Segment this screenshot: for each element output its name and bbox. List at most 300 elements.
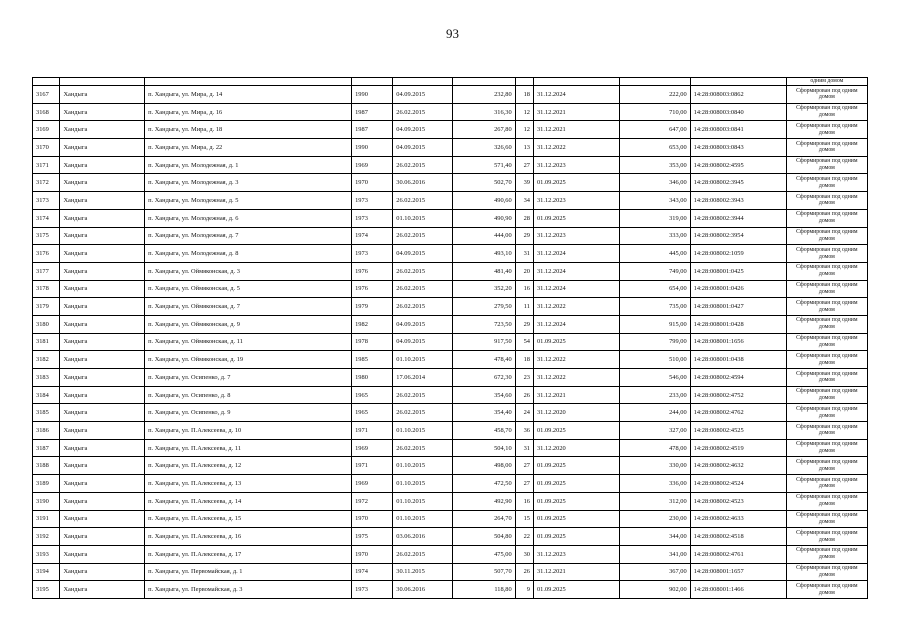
cell-count: 27 <box>515 156 533 174</box>
cell-year: 1965 <box>352 404 393 422</box>
cell-settlement: Хандыга <box>60 156 145 174</box>
cell-settlement: Хандыга <box>60 227 145 245</box>
cell-address: п. Хандыга, ул. Оймяконская, д. 7 <box>145 298 352 316</box>
cell-cost: 799,00 <box>619 333 690 351</box>
cell-date: 04.09.2015 <box>393 333 452 351</box>
cell-end-date: 31.12.2024 <box>533 262 619 280</box>
table-row <box>33 386 868 404</box>
cell-date: 04.09.2015 <box>393 315 452 333</box>
cell-id: 3194 <box>33 563 60 581</box>
cell-cadastral: 14:28:008001:1466 <box>690 581 786 599</box>
cell-end-date: 31.12.2024 <box>533 315 619 333</box>
cell-cadastral: 14:28:008001:1656 <box>690 333 786 351</box>
table-row <box>33 298 868 316</box>
cell-address: п. Хандыга, ул. П.Алексеева, д. 10 <box>145 422 352 440</box>
cell-settlement: Хандыга <box>60 351 145 369</box>
cell-count: 34 <box>515 192 533 210</box>
cell-status: Сформирован под одним домом <box>786 439 867 457</box>
cell-area: 492,90 <box>452 492 515 510</box>
cell-address: п. Хандыга, ул. Оймяконская, д. 11 <box>145 333 352 351</box>
table-row <box>33 86 868 104</box>
cell-date: 01.10.2015 <box>393 492 452 510</box>
cell-count: 16 <box>515 280 533 298</box>
cell-date: 01.10.2015 <box>393 422 452 440</box>
cell-year: 1973 <box>352 245 393 263</box>
cell-year: 1975 <box>352 528 393 546</box>
cell-area: 504,80 <box>452 528 515 546</box>
cell-cost: 343,00 <box>619 192 690 210</box>
cell-status: Сформирован под одним домом <box>786 563 867 581</box>
cell-cadastral: 14:28:008002:1059 <box>690 245 786 263</box>
cell-end-date: 01.09.2025 <box>533 581 619 599</box>
cell-id: 3172 <box>33 174 60 192</box>
cell-end-date: 01.09.2025 <box>533 528 619 546</box>
cell-area: 232,80 <box>452 86 515 104</box>
cell-address: п. Хандыга, ул. П.Алексеева, д. 17 <box>145 545 352 563</box>
cell-count: 11 <box>515 298 533 316</box>
cell-cost: 647,00 <box>619 121 690 139</box>
cell-date: 26.02.2015 <box>393 156 452 174</box>
cell-count: 54 <box>515 333 533 351</box>
cell-id: 3183 <box>33 369 60 387</box>
cell-id: 3191 <box>33 510 60 528</box>
cell-address: п. Хандыга, ул. П.Алексеева, д. 11 <box>145 439 352 457</box>
cell-end-date: 31.12.2023 <box>533 545 619 563</box>
cell-cadastral: 14:28:008002:4525 <box>690 422 786 440</box>
cell-address: п. Хандыга, ул. Оймяконская, д. 19 <box>145 351 352 369</box>
cell-id: 3170 <box>33 139 60 157</box>
cell-end-date: 31.12.2024 <box>533 86 619 104</box>
cell-settlement: Хандыга <box>60 209 145 227</box>
table-row <box>33 422 868 440</box>
table-row <box>33 262 868 280</box>
cell-date: 26.02.2015 <box>393 227 452 245</box>
cell-date: 03.06.2016 <box>393 528 452 546</box>
cell-area: 472,50 <box>452 475 515 493</box>
cell-status: Сформирован под одним домом <box>786 86 867 104</box>
cell-date: 26.02.2015 <box>393 298 452 316</box>
cell-cadastral: 14:28:008003:0841 <box>690 121 786 139</box>
cell-year: 1987 <box>352 121 393 139</box>
cell-area: 354,40 <box>452 404 515 422</box>
cell-end-date: 01.09.2025 <box>533 422 619 440</box>
cell-cadastral: 14:28:008001:0438 <box>690 351 786 369</box>
cell-count: 13 <box>515 139 533 157</box>
cell-address: п. Хандыга, ул. Мира, д. 18 <box>145 121 352 139</box>
cell-area: 478,40 <box>452 351 515 369</box>
cell-status: Сформирован под одним домом <box>786 333 867 351</box>
cell-cost: 344,00 <box>619 528 690 546</box>
cell-id: 3182 <box>33 351 60 369</box>
cell-id: 3167 <box>33 86 60 104</box>
cell-count: 29 <box>515 227 533 245</box>
cell-status: Сформирован под одним домом <box>786 174 867 192</box>
cell-settlement: Хандыга <box>60 528 145 546</box>
cell-area: 490,90 <box>452 209 515 227</box>
cell-year: 1970 <box>352 545 393 563</box>
cell-count: 20 <box>515 262 533 280</box>
cell-id: 3174 <box>33 209 60 227</box>
cell-cost: 546,00 <box>619 369 690 387</box>
cell-area: 316,30 <box>452 103 515 121</box>
cell-id: 3184 <box>33 386 60 404</box>
cell-status: Сформирован под одним домом <box>786 245 867 263</box>
cell-status: Сформирован под одним домом <box>786 209 867 227</box>
table-row <box>33 545 868 563</box>
cell-cost: 367,00 <box>619 563 690 581</box>
cell-cost: 353,00 <box>619 156 690 174</box>
cell-cost: 222,00 <box>619 86 690 104</box>
cell-cadastral: 14:28:008001:0427 <box>690 298 786 316</box>
cell-cost: 478,00 <box>619 439 690 457</box>
cell-area: 502,70 <box>452 174 515 192</box>
cell-status: Сформирован под одним домом <box>786 545 867 563</box>
cell-date: 26.02.2015 <box>393 262 452 280</box>
cell-end-date: 31.12.2021 <box>533 121 619 139</box>
cell-id: 3179 <box>33 298 60 316</box>
cell-settlement: Хандыга <box>60 510 145 528</box>
cell-area: 504,10 <box>452 439 515 457</box>
cell-count: 27 <box>515 475 533 493</box>
cell-end-date: 31.12.2024 <box>533 280 619 298</box>
cell-year: 1969 <box>352 439 393 457</box>
cell-date: 01.10.2015 <box>393 209 452 227</box>
cell-address: п. Хандыга, ул. Молодежная, д. 6 <box>145 209 352 227</box>
cell-count: 29 <box>515 315 533 333</box>
cell-end-date: 31.12.2023 <box>533 156 619 174</box>
cell-settlement: Хандыга <box>60 545 145 563</box>
cell-date: 26.02.2015 <box>393 386 452 404</box>
cell-id: 3173 <box>33 192 60 210</box>
cell-id: 3180 <box>33 315 60 333</box>
cell-date: 26.02.2015 <box>393 439 452 457</box>
cell-settlement: Хандыга <box>60 422 145 440</box>
table-row <box>33 227 868 245</box>
cell-cadastral: 14:28:008001:0426 <box>690 280 786 298</box>
cell-id: 3176 <box>33 245 60 263</box>
cell-end-date: 01.09.2025 <box>533 174 619 192</box>
cell-status: Сформирован под одним домом <box>786 475 867 493</box>
cell-cadastral: 14:28:008002:3945 <box>690 174 786 192</box>
cell-status: Сформирован под одним домом <box>786 351 867 369</box>
cell-area: 352,20 <box>452 280 515 298</box>
cell-address: п. Хандыга, ул. П.Алексеева, д. 15 <box>145 510 352 528</box>
cell-status: Сформирован под одним домом <box>786 262 867 280</box>
cell-area: 279,50 <box>452 298 515 316</box>
cell-count: 18 <box>515 351 533 369</box>
cell-cadastral: 14:28:008002:4518 <box>690 528 786 546</box>
cell-cost: 915,00 <box>619 315 690 333</box>
cell-count: 12 <box>515 121 533 139</box>
cell-settlement: Хандыга <box>60 386 145 404</box>
cell-status: Сформирован под одним домом <box>786 139 867 157</box>
cell-end-date: 31.12.2023 <box>533 227 619 245</box>
cell-count: 26 <box>515 386 533 404</box>
cell-status: Сформирован под одним домом <box>786 156 867 174</box>
table-row <box>33 245 868 263</box>
cell-cadastral: 14:28:008002:4633 <box>690 510 786 528</box>
cell-settlement: Хандыга <box>60 333 145 351</box>
cell-status: Сформирован под одним домом <box>786 103 867 121</box>
cell-date: 01.10.2015 <box>393 475 452 493</box>
cell-cost: 244,00 <box>619 404 690 422</box>
cell-year: 1973 <box>352 581 393 599</box>
cell-cost: 510,00 <box>619 351 690 369</box>
table-row <box>33 333 868 351</box>
cell-cadastral: 14:28:008001:1657 <box>690 563 786 581</box>
table-row <box>33 457 868 475</box>
cell-year: 1980 <box>352 369 393 387</box>
cell-end-date: 31.12.2021 <box>533 103 619 121</box>
cell-status: Сформирован под одним домом <box>786 227 867 245</box>
cell-count: 9 <box>515 581 533 599</box>
cell-cadastral: 14:28:008001:0428 <box>690 315 786 333</box>
cell-cost: 654,00 <box>619 280 690 298</box>
cell-status: Сформирован под одним домом <box>786 121 867 139</box>
cell-count: 28 <box>515 209 533 227</box>
table-row <box>33 174 868 192</box>
cell-cost: 445,00 <box>619 245 690 263</box>
cell-area: 354,60 <box>452 386 515 404</box>
cell-end-date: 01.09.2025 <box>533 457 619 475</box>
cell-cost: 653,00 <box>619 139 690 157</box>
cell-address: п. Хандыга, ул. Мира, д. 22 <box>145 139 352 157</box>
cell-cadastral: 14:28:008002:3944 <box>690 209 786 227</box>
cell-cost: 710,00 <box>619 103 690 121</box>
cell-year: 1990 <box>352 86 393 104</box>
table-row <box>33 563 868 581</box>
table-row <box>33 581 868 599</box>
cell-status: Сформирован под одним домом <box>786 369 867 387</box>
cell-date: 01.10.2015 <box>393 457 452 475</box>
cell-settlement: Хандыга <box>60 581 145 599</box>
cell-address: п. Хандыга, ул. Оймяконская, д. 5 <box>145 280 352 298</box>
cell-settlement: Хандыга <box>60 439 145 457</box>
cell-id: 3195 <box>33 581 60 599</box>
cell-cadastral: 14:28:008002:4523 <box>690 492 786 510</box>
cell-cost: 312,00 <box>619 492 690 510</box>
cell-cadastral: 14:28:008002:4595 <box>690 156 786 174</box>
cell-status: Сформирован под одним домом <box>786 315 867 333</box>
cell-settlement: Хандыга <box>60 139 145 157</box>
cell-area: 118,80 <box>452 581 515 599</box>
table-row <box>33 121 868 139</box>
table-body <box>33 78 868 599</box>
cell-cadastral: 14:28:008002:4762 <box>690 404 786 422</box>
cell-year: 1971 <box>352 422 393 440</box>
table-row <box>33 280 868 298</box>
cell-cost: 319,00 <box>619 209 690 227</box>
cell-status: Сформирован под одним домом <box>786 528 867 546</box>
cell-year: 1982 <box>352 315 393 333</box>
cell-address: п. Хандыга, ул. П.Алексеева, д. 14 <box>145 492 352 510</box>
cell-settlement: Хандыга <box>60 298 145 316</box>
cell-date: 17.06.2014 <box>393 369 452 387</box>
cell-cost: 749,00 <box>619 262 690 280</box>
table-row <box>33 528 868 546</box>
cell-settlement: Хандыга <box>60 475 145 493</box>
cell-area: 481,40 <box>452 262 515 280</box>
cell-area: 490,60 <box>452 192 515 210</box>
cell-end-date: 31.12.2023 <box>533 192 619 210</box>
cell-year: 1973 <box>352 209 393 227</box>
cell-address: п. Хандыга, ул. Осипенко, д. 9 <box>145 404 352 422</box>
cell-count: 22 <box>515 528 533 546</box>
cell-area: 507,70 <box>452 563 515 581</box>
cell-cost: 330,00 <box>619 457 690 475</box>
cell-area: 498,00 <box>452 457 515 475</box>
cell-count: 31 <box>515 439 533 457</box>
cell-status: Сформирован под одним домом <box>786 422 867 440</box>
cell-cadastral: 14:28:008002:4519 <box>690 439 786 457</box>
cell-address: п. Хандыга, ул. Мира, д. 16 <box>145 103 352 121</box>
cell-area: 493,10 <box>452 245 515 263</box>
table-row <box>33 103 868 121</box>
cell-id: 3181 <box>33 333 60 351</box>
cell-year: 1970 <box>352 174 393 192</box>
table-row <box>33 369 868 387</box>
cell-cost: 333,00 <box>619 227 690 245</box>
cell-date: 01.10.2015 <box>393 351 452 369</box>
cell-id: 3193 <box>33 545 60 563</box>
cell-settlement: Хандыга <box>60 457 145 475</box>
cell-year: 1969 <box>352 475 393 493</box>
cell-count: 27 <box>515 457 533 475</box>
cell-end-date: 01.09.2025 <box>533 510 619 528</box>
cell-end-date: 31.12.2022 <box>533 298 619 316</box>
cell-area: 267,80 <box>452 121 515 139</box>
cell-status: Сформирован под одним домом <box>786 298 867 316</box>
cell-settlement: Хандыга <box>60 262 145 280</box>
cell-date: 26.02.2015 <box>393 192 452 210</box>
cell-address: п. Хандыга, ул. Мира, д. 14 <box>145 86 352 104</box>
cell-count: 15 <box>515 510 533 528</box>
cell-settlement: Хандыга <box>60 563 145 581</box>
cell-cost: 902,00 <box>619 581 690 599</box>
cell-date: 26.02.2015 <box>393 545 452 563</box>
cell-cadastral: 14:28:008002:4524 <box>690 475 786 493</box>
cell-status: Сформирован под одним домом <box>786 386 867 404</box>
cell-date: 04.09.2015 <box>393 121 452 139</box>
cell-id: 3192 <box>33 528 60 546</box>
cell-id: 3189 <box>33 475 60 493</box>
cell-settlement: Хандыга <box>60 404 145 422</box>
cell-end-date: 01.09.2025 <box>533 333 619 351</box>
cell-area: 458,70 <box>452 422 515 440</box>
continuation-tag: одним домом <box>786 78 867 86</box>
table-row <box>33 492 868 510</box>
cell-end-date: 31.12.2022 <box>533 369 619 387</box>
cell-cost: 336,00 <box>619 475 690 493</box>
cell-year: 1974 <box>352 563 393 581</box>
cell-id: 3171 <box>33 156 60 174</box>
table-row <box>33 439 868 457</box>
cell-settlement: Хандыга <box>60 121 145 139</box>
cell-id: 3177 <box>33 262 60 280</box>
cell-year: 1972 <box>352 492 393 510</box>
cell-count: 18 <box>515 86 533 104</box>
cell-area: 672,30 <box>452 369 515 387</box>
cell-date: 30.06.2016 <box>393 174 452 192</box>
cell-status: Сформирован под одним домом <box>786 510 867 528</box>
cell-id: 3175 <box>33 227 60 245</box>
cell-count: 36 <box>515 422 533 440</box>
cell-address: п. Хандыга, ул. Молодежная, д. 8 <box>145 245 352 263</box>
table-row <box>33 139 868 157</box>
cell-address: п. Хандыга, ул. Молодежная, д. 3 <box>145 174 352 192</box>
cell-id: 3169 <box>33 121 60 139</box>
cell-address: п. Хандыга, ул. П.Алексеева, д. 12 <box>145 457 352 475</box>
cell-address: п. Хандыга, ул. Осипенко, д. 7 <box>145 369 352 387</box>
cell-area: 444,00 <box>452 227 515 245</box>
cell-end-date: 01.09.2025 <box>533 475 619 493</box>
cell-cadastral: 14:28:008002:4761 <box>690 545 786 563</box>
cell-year: 1979 <box>352 298 393 316</box>
cell-date: 26.02.2015 <box>393 280 452 298</box>
cell-date: 30.11.2015 <box>393 563 452 581</box>
cell-year: 1978 <box>352 333 393 351</box>
cell-cost: 735,00 <box>619 298 690 316</box>
cell-cadastral: 14:28:008002:4594 <box>690 369 786 387</box>
cell-year: 1969 <box>352 156 393 174</box>
cell-count: 24 <box>515 404 533 422</box>
cell-year: 1974 <box>352 227 393 245</box>
cell-year: 1990 <box>352 139 393 157</box>
cell-status: Сформирован под одним домом <box>786 280 867 298</box>
cell-date: 04.09.2015 <box>393 139 452 157</box>
cell-settlement: Хандыга <box>60 315 145 333</box>
cell-status: Сформирован под одним домом <box>786 492 867 510</box>
table-row <box>33 192 868 210</box>
cell-id: 3186 <box>33 422 60 440</box>
cell-settlement: Хандыга <box>60 86 145 104</box>
cell-address: п. Хандыга, ул. Молодежная, д. 7 <box>145 227 352 245</box>
table-row <box>33 315 868 333</box>
cell-status: Сформирован под одним домом <box>786 404 867 422</box>
cell-cadastral: 14:28:008003:0840 <box>690 103 786 121</box>
cell-end-date: 31.12.2024 <box>533 245 619 263</box>
cell-settlement: Хандыга <box>60 174 145 192</box>
cell-id: 3187 <box>33 439 60 457</box>
cell-cadastral: 14:28:008002:4632 <box>690 457 786 475</box>
cell-year: 1985 <box>352 351 393 369</box>
cell-address: п. Хандыга, ул. П.Алексеева, д. 13 <box>145 475 352 493</box>
cell-settlement: Хандыга <box>60 192 145 210</box>
cell-end-date: 31.12.2022 <box>533 139 619 157</box>
cell-date: 26.02.2015 <box>393 103 452 121</box>
cell-year: 1987 <box>352 103 393 121</box>
cell-address: п. Хандыга, ул. Молодежная, д. 5 <box>145 192 352 210</box>
page-number: 93 <box>446 26 459 41</box>
cell-address: п. Хандыга, ул. П.Алексеева, д. 16 <box>145 528 352 546</box>
table-row <box>33 475 868 493</box>
table-row <box>33 351 868 369</box>
cell-end-date: 01.09.2025 <box>533 209 619 227</box>
cell-cost: 341,00 <box>619 545 690 563</box>
cell-id: 3178 <box>33 280 60 298</box>
table-row <box>33 510 868 528</box>
table-row <box>33 404 868 422</box>
cell-cadastral: 14:28:008002:3943 <box>690 192 786 210</box>
table-row <box>33 156 868 174</box>
cell-address: п. Хандыга, ул. Осипенко, д. 8 <box>145 386 352 404</box>
cell-end-date: 31.12.2021 <box>533 563 619 581</box>
cell-cost: 327,00 <box>619 422 690 440</box>
table-continuation-row <box>33 78 868 86</box>
cell-area: 571,40 <box>452 156 515 174</box>
cell-settlement: Хандыга <box>60 492 145 510</box>
cell-date: 04.09.2015 <box>393 245 452 263</box>
